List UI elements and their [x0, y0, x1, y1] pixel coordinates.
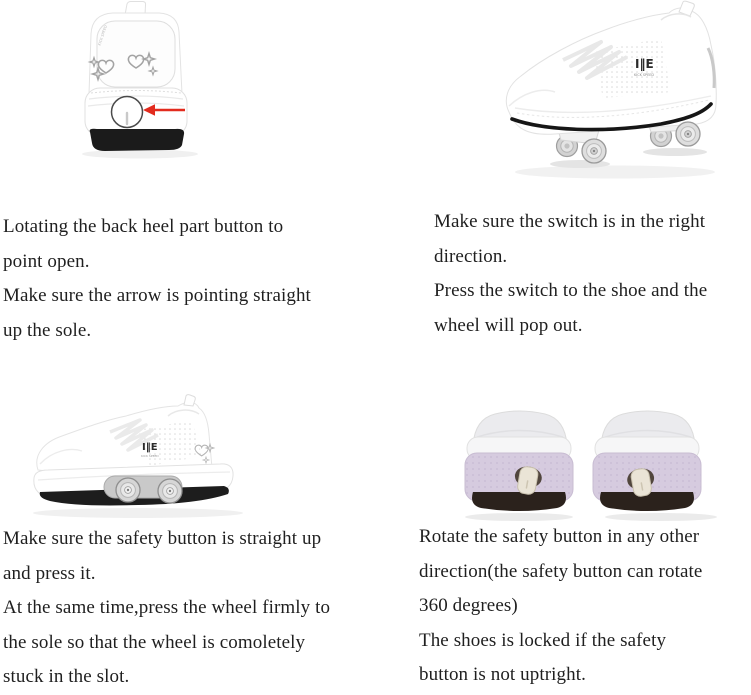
caption-line: Lotating the back heel part button to	[3, 216, 284, 237]
caption-line: and press it.	[3, 562, 96, 584]
svg-text:KICK SPEED: KICK SPEED	[634, 73, 654, 77]
sole-black	[90, 129, 184, 151]
caption-line: wheel will pop out.	[434, 314, 583, 336]
caption-back-heel-button	[3, 210, 311, 348]
collar-pull-tab	[184, 395, 195, 406]
caption-press-wheel-in	[3, 522, 330, 695]
caption-line: stuck in the slot.	[3, 666, 130, 688]
svg-text:I‖E: I‖E	[635, 57, 654, 71]
photo-safety-buttons-rotated	[435, 395, 747, 523]
caption-line: Make sure the switch is in the right	[434, 211, 706, 232]
caption-line: point open.	[3, 250, 90, 272]
heel-collar-panel	[97, 21, 175, 87]
wheel-shadow	[643, 148, 707, 156]
caption-line: direction.	[434, 245, 508, 267]
shoe-back-illustration	[55, 0, 225, 162]
svg-text:KICK SPEED: KICK SPEED	[141, 454, 159, 458]
caption-line: Press the switch to the shoe and the	[434, 280, 708, 302]
ground-shadow	[515, 166, 715, 179]
caption-line: Make sure the arrow is pointing straight	[3, 285, 311, 307]
caption-line: direction(the safety button can rotate	[419, 560, 703, 582]
caption-line: button is not uptright.	[419, 664, 586, 686]
ground-shadow	[33, 508, 243, 518]
caption-line: Rotate the safety button in any other	[419, 526, 700, 547]
roller-shoe-illustration	[465, 0, 750, 185]
side-shoe-illustration	[18, 392, 333, 522]
caption-line: the sole so that the wheel is comoletely	[3, 631, 306, 653]
caption-line: At the same time,press the wheel firmly to	[3, 597, 331, 619]
ground-shadow	[82, 150, 198, 159]
left-heel	[465, 411, 573, 511]
brand-small-text: KICK SPEED	[97, 24, 108, 47]
caption-rotate-safety-button	[419, 520, 702, 693]
svg-text:I‖E: I‖E	[142, 442, 158, 453]
caption-switch-direction	[434, 205, 707, 343]
caption-line: 360 degrees)	[419, 595, 518, 617]
heels-closeup-illustration	[435, 395, 747, 523]
caption-line: The shoes is locked if the safety	[419, 629, 667, 651]
brand-logo	[141, 442, 159, 458]
brand-logo	[634, 57, 654, 77]
caption-line: Make sure the safety button is straight up	[3, 528, 322, 549]
photo-wheels-retracted	[18, 392, 333, 522]
right-heel	[593, 411, 701, 511]
caption-line: up the sole.	[3, 319, 92, 341]
photo-back-heel-button	[55, 0, 225, 162]
heel-sole-black	[472, 492, 566, 511]
photo-wheels-out	[465, 0, 750, 185]
